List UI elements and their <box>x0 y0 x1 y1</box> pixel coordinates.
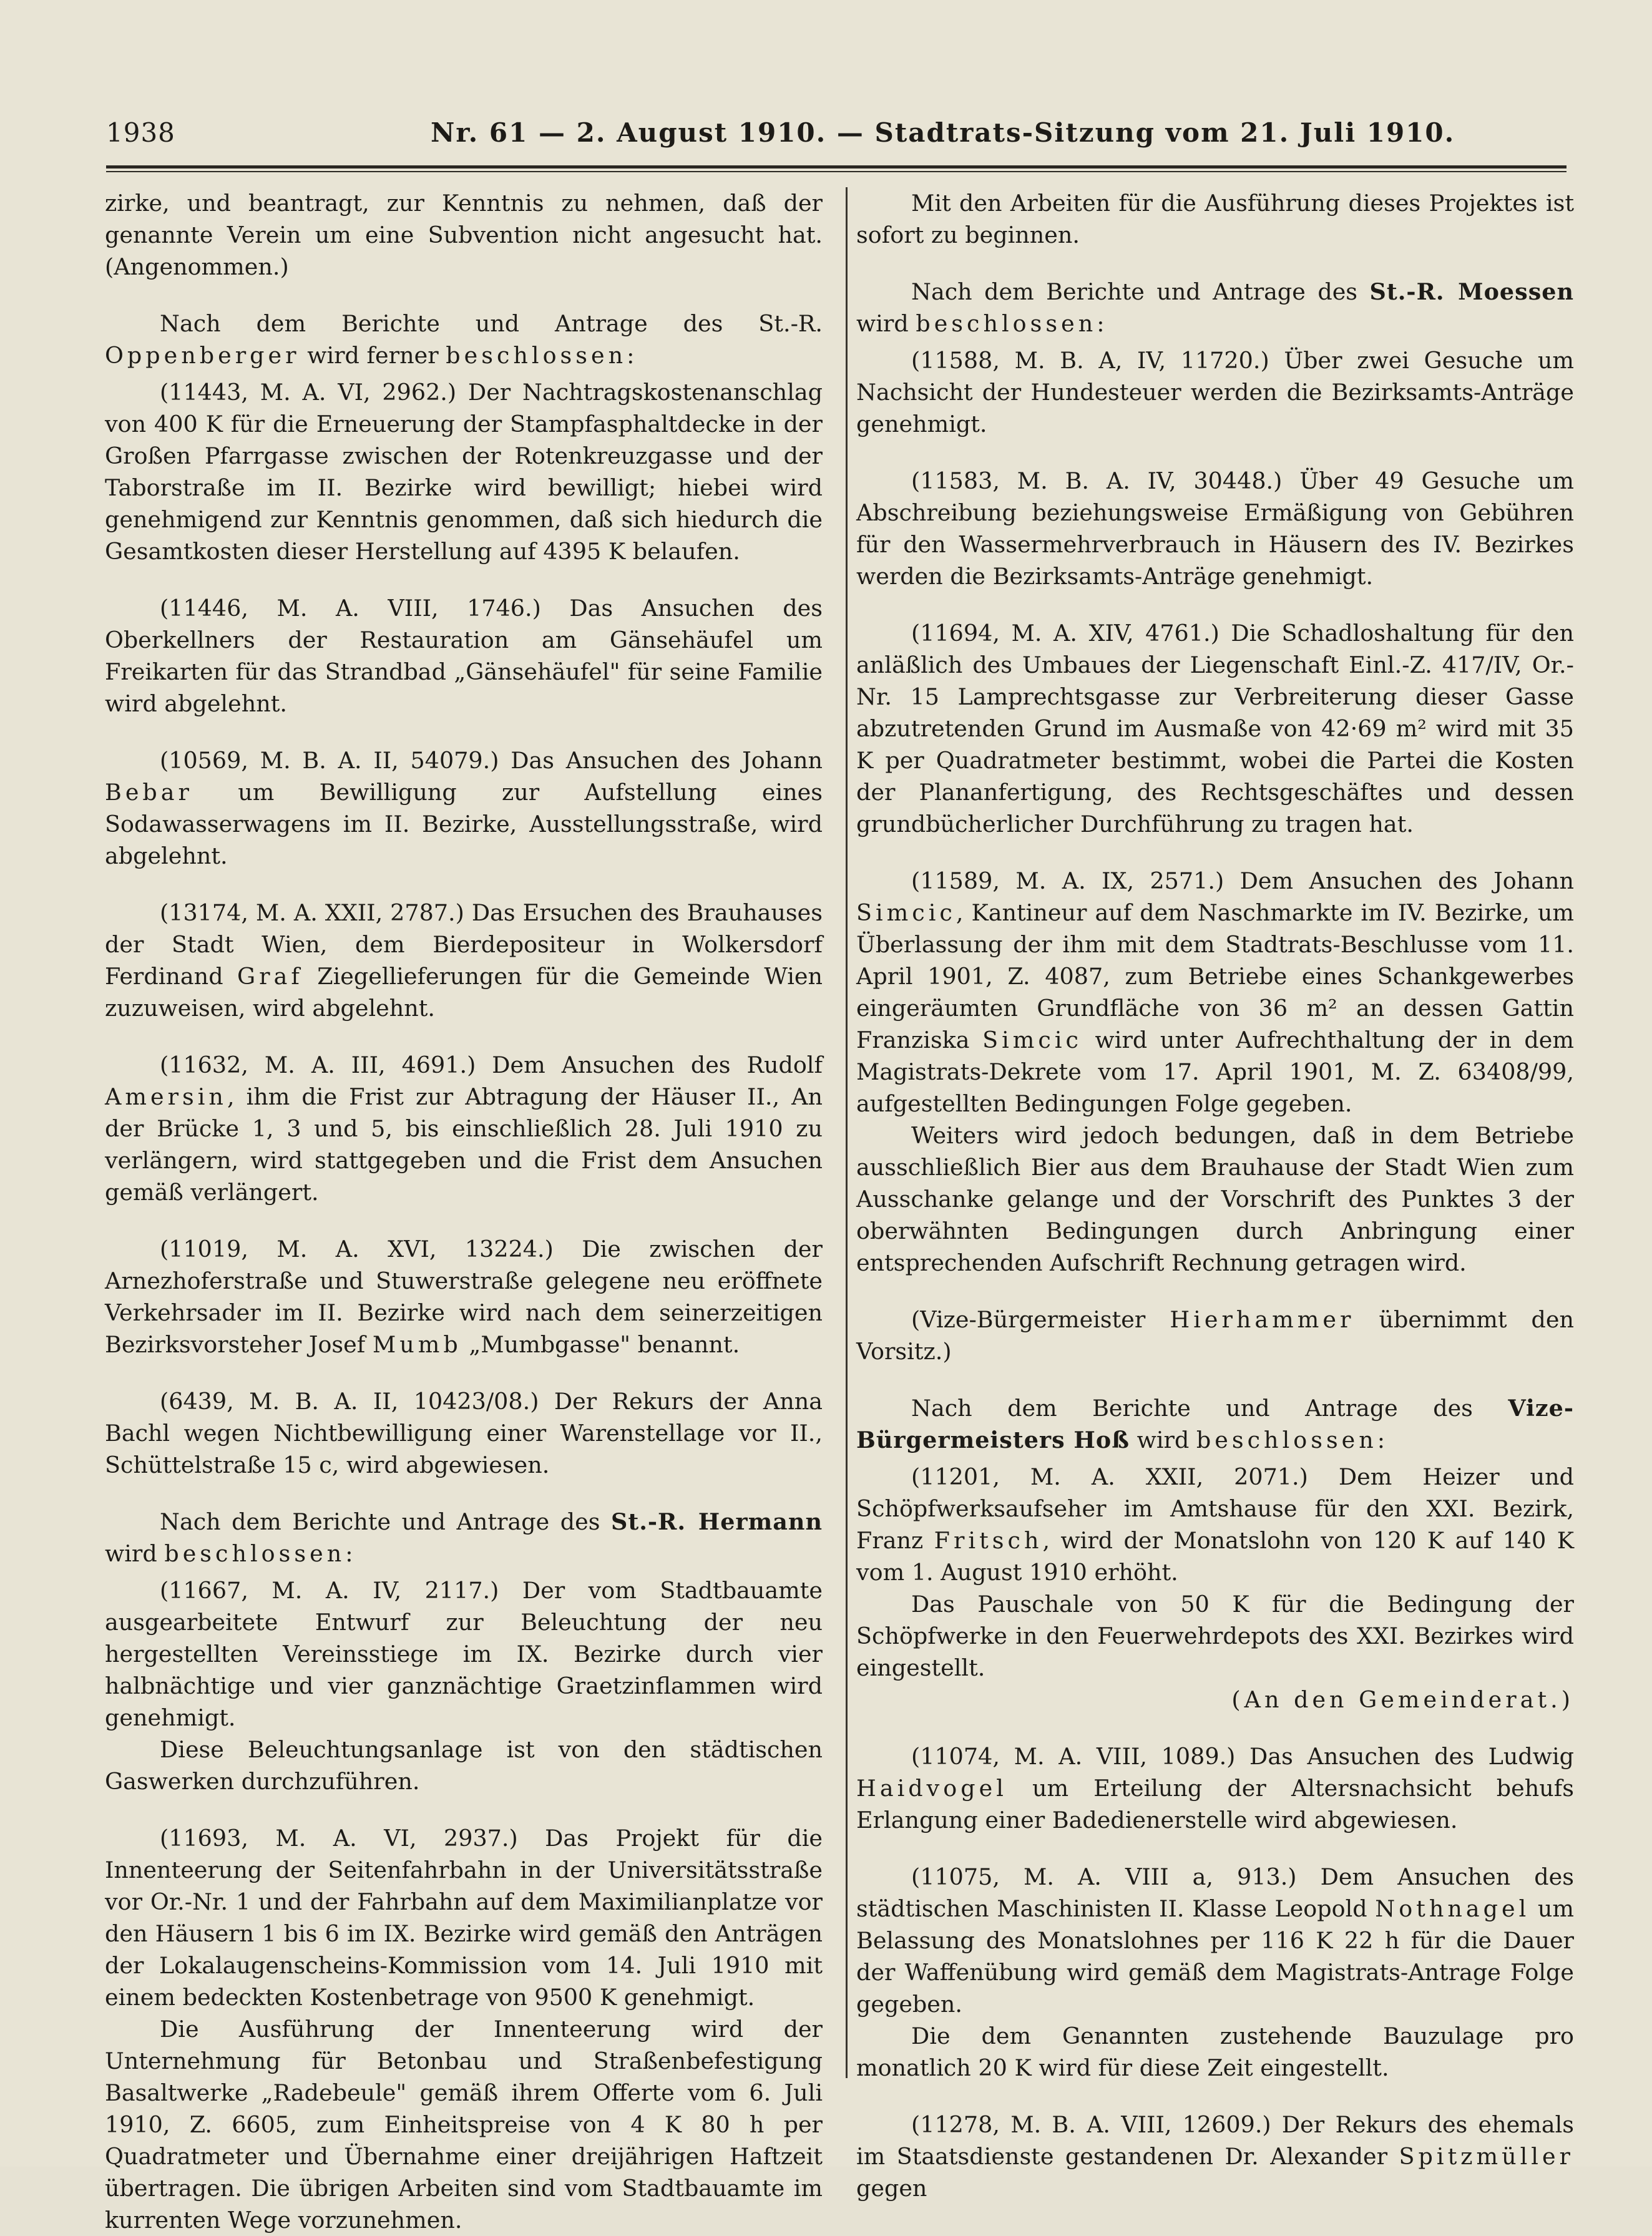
paragraph <box>105 1049 823 1208</box>
resolution-intro <box>856 276 1574 339</box>
paragraph-text: (10569, M. B. A. II, 54079.) Das Ansuchen des Johann <box>160 747 823 774</box>
paragraph <box>856 865 1574 1120</box>
paragraph: (11446, M. A. VIII, 1746.) Das Ansuchen des Oberkellners der Restauration am Gänsehäufel um Freikarten für das Strandbad „Gänsehäufel" für seine Familie wird abgelehnt. <box>105 595 823 717</box>
header-rule <box>106 165 1566 168</box>
paragraph: (11443, M. A. VI, 2962.) Der Nachtragskostenanschlag von 400 K für die Erneuerung der Stampfasphaltdecke in der Großen Pfarrgasse zwischen der Rotenkreuzgasse und der Taborstraße im II. Bezirke wird bewilligt; hiebei wird genehmigend zur Kenntnis genommen, daß sich hiedurch die Gesamtkosten dieser Herstellung auf 4395 K belaufen. <box>105 379 823 565</box>
paragraph-text: (11278, M. B. A. VIII, 12609.) Der Rekurs des ehemals im Staatsdienste gestandenen Dr. Alexander <box>856 2111 1574 2170</box>
paragraph-text: (13174, M. A. XXII, 2787.) Das Ersuchen des Brauhauses der Stadt Wien, dem Bierdepositeur in Wolkersdorf Ferdinand <box>105 899 823 990</box>
resolution-intro <box>105 1506 823 1570</box>
paragraph <box>856 2109 1574 2204</box>
header-rule-thin <box>106 171 1566 172</box>
chair-note <box>856 1304 1574 1367</box>
column-divider <box>846 187 848 2078</box>
resolved-label: beschlossen: <box>164 1540 357 1567</box>
paragraph-text: gegen <box>856 2175 927 2202</box>
person-name: Amersin <box>105 1083 227 1110</box>
paragraph: Das Pauschale von 50 K für die Bedingung der Schöpfwerke in den Feuerwehrdepots des XXI. Bezirkes wird eingestellt. <box>856 1591 1574 1681</box>
paragraph <box>105 897 823 1024</box>
resolution-intro <box>856 1392 1574 1456</box>
paragraph: Mit den Arbeiten für die Ausführung dieses Projektes ist sofort zu beginnen. <box>856 190 1574 248</box>
person-name: Bebar <box>105 779 193 806</box>
paragraph: (11588, M. B. A, IV, 11720.) Über zwei Gesuche um Nachsicht der Hundesteuer werden die Bezirksamts-Anträge genehmigt. <box>856 347 1574 437</box>
paragraph <box>856 1861 1574 2020</box>
councillor-name: St.-R. Moessen <box>1369 278 1575 305</box>
paragraph <box>105 745 823 872</box>
person-name: Simcic <box>856 899 956 926</box>
paragraph-text: , wird der Monatslohn von 120 K auf 140 K vom 1. August 1910 erhöht. <box>856 1527 1574 1586</box>
right-column <box>856 187 1574 2204</box>
paragraph-text: „Mumbgasse" benannt. <box>461 1331 740 1358</box>
paragraph: (11667, M. A. IV, 2117.) Der vom Stadtbauamte ausgearbeitete Entwurf zur Beleuchtung der neu hergestellten Vereinsstiege im IX. Bezirke durch vier halbnächtige und vier ganznächtige Graetzinflammen wird genehmigt. <box>105 1577 823 1731</box>
intro-text: wird <box>1129 1427 1196 1453</box>
resolved-label: beschlossen: <box>916 310 1108 337</box>
intro-text: Nach dem Berichte und Antrage des St.-R. <box>160 310 823 337</box>
person-name: Spitzmüller <box>1399 2143 1574 2170</box>
paragraph-text: (11589, M. A. IX, 2571.) Dem Ansuchen des Johann <box>911 867 1574 894</box>
paragraph-text: (11632, M. A. III, 4691.) Dem Ansuchen des Rudolf <box>160 1052 823 1078</box>
resolution-intro <box>105 308 823 371</box>
person-name: Mumb <box>372 1331 462 1358</box>
intro-text: wird <box>105 1540 165 1567</box>
intro-text: wird <box>856 310 916 337</box>
resolved-label: beschlossen: <box>446 342 638 369</box>
paragraph-text: , ihm die Frist zur Abtragung der Häuser II., An der Brücke 1, 3 und 5, bis einschließlich 28. Juli 1910 zu verlängern, wird stattgegeben und die Frist dem Ansuchen gemäß verlängert. <box>105 1083 823 1206</box>
paragraph-text: wird unter Aufrechthaltung der in dem Magistrats-Dekrete vom 17. April 1901, M. Z. 63408/99, aufgestellten Bedingungen Folge gegeben. <box>856 1027 1574 1117</box>
paragraph-text: um Belassung des Monatslohnes per 116 K 22 h für die Dauer der Waffenübung wird gemäß dem Magistrats-Antrage Folge gegeben. <box>856 1895 1574 2018</box>
intro-text: wird ferner <box>300 342 446 369</box>
page-number: 1938 <box>106 117 175 148</box>
paragraph-text: um Bewilligung zur Aufstellung eines Sodawasserwagens im II. Bezirke, Ausstellungsstraße, wird abgelehnt. <box>105 779 823 869</box>
paragraph: Weiters wird jedoch bedungen, daß in dem Betriebe ausschließlich Bier aus dem Brauhause der Stadt Wien zum Ausschanke gelange und der Vorschrift des Punktes 3 der oberwähnten Bedingungen durch Anbringung einer entsprechenden Aufschrift Rechnung getragen wird. <box>856 1122 1574 1276</box>
councillor-name: Oppenberger <box>105 342 300 369</box>
person-name: Graf <box>237 963 303 990</box>
person-name: Simcic <box>982 1027 1082 1053</box>
paragraph-text: (Vize-Bürgermeister <box>911 1306 1170 1333</box>
intro-text: Nach dem Berichte und Antrage des <box>160 1508 611 1535</box>
paragraph: zirke, und beantragt, zur Kenntnis zu nehmen, daß der genannte Verein um eine Subvention nicht angesucht hat. (Angenommen.) <box>105 190 823 280</box>
paragraph: Die Ausführung der Innenteerung wird der Unternehmung für Betonbau und Straßenbefestigung Basaltwerke „Radebeule" gemäß ihrem Offerte vom 6. Juli 1910, Z. 6605, zum Einheitspreise von 4 K 80 h per Quadratmeter und Übernahme einer dreijährigen Haftzeit übertragen. Die übrigen Arbeiten sind vom Stadtbauamte im kurrenten Wege vorzunehmen. <box>105 2016 823 2234</box>
page-header <box>106 117 1566 155</box>
paragraph <box>856 1461 1574 1588</box>
intro-text: Nach dem Berichte und Antrage des <box>911 278 1370 305</box>
paragraph: (11583, M. B. A. IV, 30448.) Über 49 Gesuche um Abschreibung beziehungsweise Ermäßigung von Gebühren für den Wassermehrverbrauch in Häusern des IV. Bezirkes werden die Bezirksamts-Anträge genehmigt. <box>856 467 1574 590</box>
paragraph-text: , Kantineur auf dem Naschmarkte im IV. Bezirke, um Überlassung der ihm mit dem Stadtrats-Beschlusse vom 11. April 1901, Z. 4087, zum Betriebe eines Schankgewerbes eingeräumten Grundfläche von 36 m² an dessen Gattin Franziska <box>856 899 1574 1053</box>
paragraph-text: (11201, M. A. XXII, 2071.) Dem Heizer und Schöpfwerksaufseher im Amtshause für den XXI. Bezirk, Franz <box>856 1463 1574 1554</box>
paragraph-text: (11019, M. A. XVI, 13224.) Die zwischen der Arnezhoferstraße und Stuwerstraße gelegene neu eröffnete Verkehrsader im II. Bezirke wird nach dem seinerzeitigen Bezirksvorsteher Josef <box>105 1236 823 1358</box>
resolved-label: beschlossen: <box>1196 1427 1389 1453</box>
person-name: Nothnagel <box>1375 1895 1530 1922</box>
left-column <box>105 187 823 2236</box>
paragraph-text: (11074, M. A. VIII, 1089.) Das Ansuchen des Ludwig <box>911 1743 1574 1770</box>
intro-text: Nach dem Berichte und Antrage des <box>911 1395 1508 1422</box>
councillor-name: Vize-Bürgermeisters Hoß <box>856 1395 1574 1453</box>
paragraph: Die dem Genannten zustehende Bauzulage pro monatlich 20 K wird für diese Zeit eingestellt. <box>856 2023 1574 2081</box>
paragraph <box>856 1740 1574 1836</box>
councillor-name: St.-R. Hermann <box>610 1508 823 1535</box>
paragraph: Diese Beleuchtungsanlage ist von den städtischen Gaswerken durchzuführen. <box>105 1736 823 1795</box>
header-title: Nr. 61 — 2. August 1910. — Stadtrats-Sitzung vom 21. Juli 1910. <box>431 117 1455 148</box>
person-name: Hierhammer <box>1170 1306 1355 1333</box>
referral-note: (An den Gemeinderat.) <box>1231 1686 1574 1713</box>
paragraph-text: (11075, M. A. VIII a, 913.) Dem Ansuchen des städtischen Maschinisten II. Klasse Leopold <box>856 1863 1574 1922</box>
paragraph <box>105 1233 823 1360</box>
person-name: Fritsch <box>934 1527 1043 1554</box>
paragraph-text: übernimmt den Vorsitz.) <box>856 1306 1574 1365</box>
paragraph: (11693, M. A. VI, 2937.) Das Projekt für die Innenteerung der Seitenfahrbahn in der Universitätsstraße vor Or.-Nr. 1 und der Fahrbahn auf dem Maximilianplatze vor den Häusern 1 bis 6 im IX. Bezirke wird gemäß den Anträgen der Lokalaugenscheins-Kommission vom 14. Juli 1910 mit einem bedeckten Kostenbetrage von 9500 K genehmigt. <box>105 1825 823 2011</box>
paragraph: (11694, M. A. XIV, 4761.) Die Schadloshaltung für den anläßlich des Umbaues der Liegenschaft Einl.-Z. 417/IV, Or.-Nr. 15 Lamprechtsgasse zur Verbreiterung dieser Gasse abzutretenden Grund im Ausmaße von 42·69 m² wird mit 35 K per Quadratmeter bestimmt, wobei die Partei die Kosten der Plananfertigung, des Rechtsgeschäftes und dessen grundbücherlicher Durchführung zu tragen hat. <box>856 620 1574 837</box>
paragraph: (6439, M. B. A. II, 10423/08.) Der Rekurs der Anna Bachl wegen Nichtbewilligung einer Warenstellage vor II., Schüttelstraße 15 c, wird abgewiesen. <box>105 1388 823 1478</box>
person-name: Haidvogel <box>856 1775 1007 1802</box>
paragraph-text: Ziegellieferungen für die Gemeinde Wien zuzuweisen, wird abgelehnt. <box>105 963 823 1022</box>
paragraph-text: um Erteilung der Altersnachsicht behufs Erlangung einer Badedienerstelle wird abgewiesen. <box>856 1775 1574 1833</box>
